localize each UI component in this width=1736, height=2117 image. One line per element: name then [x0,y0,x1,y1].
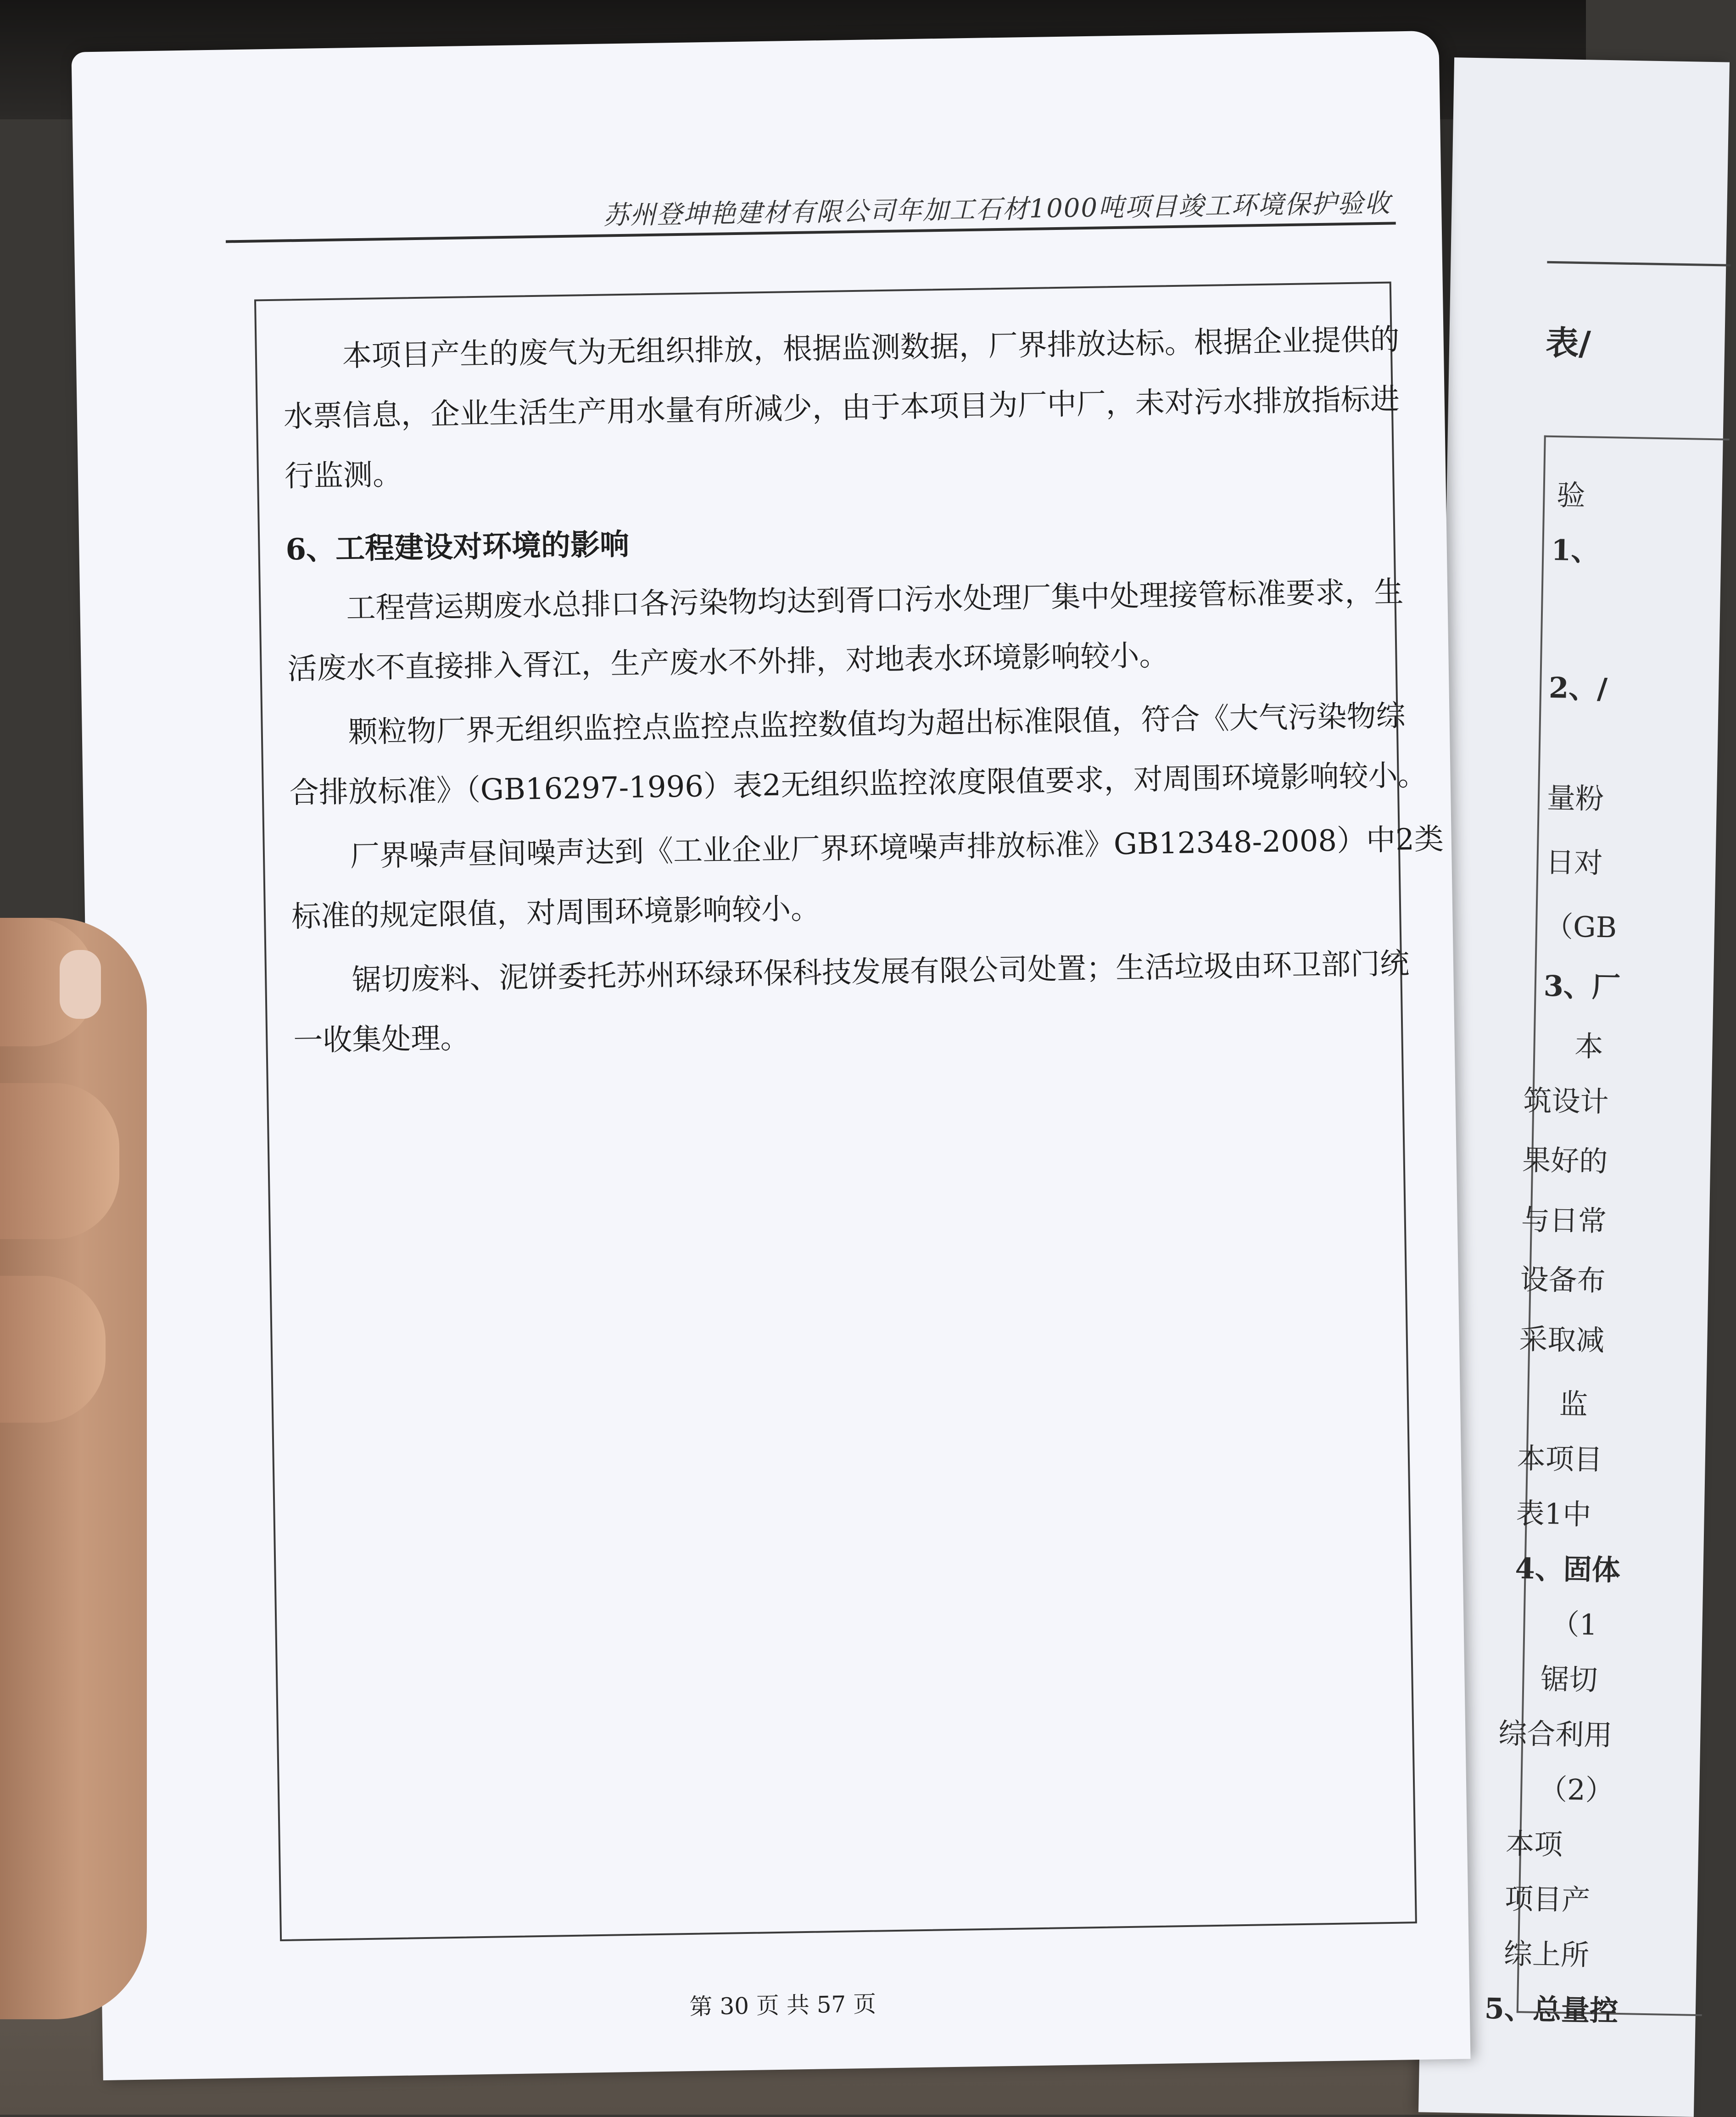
paragraph-line: 行监测。 [284,458,402,494]
facing-line: 项目产 [1504,1882,1591,1917]
facing-line: 果好的 [1522,1143,1608,1179]
facing-line: 3、厂 [1543,969,1621,1004]
facing-line: 本项 [1505,1827,1563,1861]
facing-line: 锯切 [1540,1662,1598,1697]
facing-line: 筑设计 [1523,1084,1609,1119]
facing-line: 监 [1559,1387,1588,1421]
facing-line: 1、 [1551,533,1600,568]
paragraph-line: 合排放标准》（GB16297-1996）表2无组织监控浓度限值要求，对周围环境影响较小。 [289,758,1428,810]
page-header-title: 苏州登坤艳建材有限公司年加工石材1000吨项目竣工环境保护验收 [603,188,1391,231]
document-page [71,31,1470,2080]
facing-line: 验 [1556,478,1586,513]
facing-line: 2、/ [1548,670,1608,706]
paragraph-line: 工程营运期废水总排口各污染物均达到胥口污水处理厂集中处理接管标准要求，生 [346,575,1404,626]
facing-line: （1 [1550,1607,1598,1642]
facing-line: 日对 [1545,845,1603,880]
finger [0,1083,119,1239]
facing-line: 综合利用 [1498,1716,1613,1752]
paragraph-line: 水票信息，企业生活生产用水量有所减少，由于本项目为厂中厂，未对污水排放指标进 [283,382,1400,434]
paragraph-line: 本项目产生的废气为无组织排放，根据监测数据，厂界排放达标。根据企业提供的 [342,323,1400,374]
page-number: 第 30 页 共 57 页 [689,1990,876,2021]
paragraph-line: 厂界噪声昼间噪声达到《工业企业厂界环境噪声排放标准》GB12348-2008）中2类 [350,822,1444,874]
paragraph-line: 标准的规定限值，对周围环境影响较小。 [291,892,821,934]
facing-line: 本项目 [1517,1441,1603,1477]
facing-line: 表/ [1545,323,1591,363]
paragraph-line: 活废水不直接排入胥江，生产废水不外排，对地表水环境影响较小。 [287,638,1169,687]
facing-line: 量粉 [1546,781,1604,816]
hand [0,918,147,2019]
facing-line: 本 [1574,1029,1604,1064]
paragraph-line: 颗粒物厂界无组织监控点监控点监控数值均为超出标准限值，符合《大气污染物综 [348,699,1406,750]
facing-line: 4、固体 [1515,1551,1621,1587]
finger [0,1276,106,1423]
facing-line: （2） [1538,1772,1614,1807]
facing-line: 5、总量控 [1484,1991,1619,2028]
facing-line: 设备布 [1520,1262,1606,1298]
section-heading: 6、工程建设对环境的影响 [285,527,630,567]
facing-line: 与日常 [1521,1203,1607,1238]
facing-line: （GB [1544,909,1617,944]
facing-page-rule [1547,261,1730,267]
facing-line: 表1中 [1516,1496,1591,1531]
paragraph-line: 锯切废料、泥饼委托苏州环绿环保科技发展有限公司处置；生活垃圾由环卫部门统 [352,947,1410,998]
facing-line: 采取减 [1518,1322,1605,1357]
paragraph-line: 一收集处理。 [293,1021,470,1058]
fingernail [60,950,101,1019]
facing-line: 综上所 [1503,1937,1590,1972]
